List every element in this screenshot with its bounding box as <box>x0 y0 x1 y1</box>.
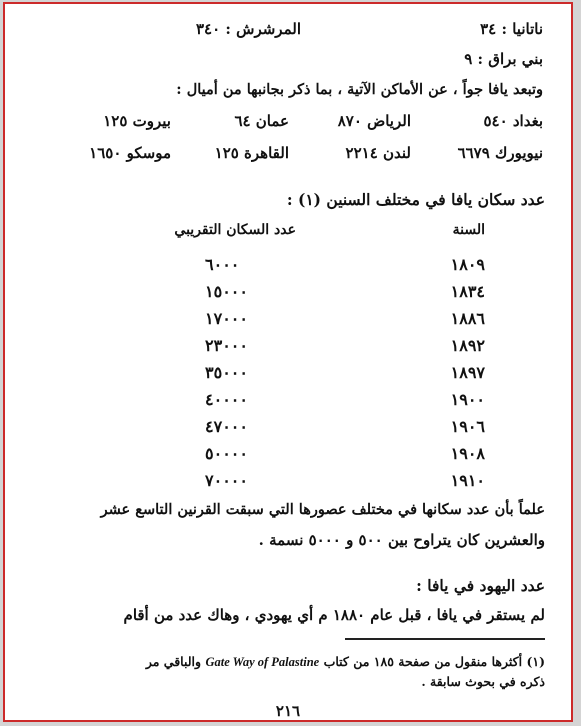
footnote-rule <box>345 638 545 640</box>
footnote-line-2: ذكره في بحوث سابقة . <box>421 674 545 689</box>
distance-baghdad: بغداد ٥٤٠ <box>483 112 543 130</box>
jews-heading: عدد اليهود في يافا : <box>416 576 545 595</box>
document-page <box>3 2 573 722</box>
distance-intro: وتبعد يافا جواً ، عن الأماكن الآتية ، بما ذكر بجانبها من أميال : <box>176 81 543 98</box>
footnote-line-1 <box>45 654 545 670</box>
distance-newyork: نيويورك ٦٦٧٩ <box>457 144 543 162</box>
bnei-brak-text: بني براق : ٩ <box>464 50 543 68</box>
table-row-population: ٦٠٠٠ <box>205 255 240 274</box>
footnote-text-post: والباقي مر <box>145 654 202 669</box>
column-header-year: السنة <box>452 222 485 238</box>
jews-line-1: لم يستقر في يافا ، قبل عام ١٨٨٠ م أي يهودي ، وهاك عدد من أقام <box>123 606 545 624</box>
table-row-year: ١٨٣٤ <box>450 282 485 301</box>
table-row-year: ١٨٠٩ <box>450 255 485 274</box>
netanya-text: ناتانيا : ٣٤ <box>480 20 543 38</box>
distance-riyadh: الرياض ٨٧٠ <box>337 112 411 130</box>
table-row-population: ٣٥٠٠٠ <box>205 363 248 382</box>
distance-cairo: القاهرة ١٢٥ <box>214 144 289 162</box>
table-row-year: ١٩٠٨ <box>450 444 485 463</box>
population-note-line-2: والعشرين كان يتراوح بين ٥٠٠ و ٥٠٠٠ نسمة . <box>258 531 545 549</box>
table-row-year: ١٨٩٧ <box>450 363 485 382</box>
footnote-book-title: Gate Way of Palastine <box>205 655 320 669</box>
page-number: ٢١٦ <box>275 702 301 720</box>
population-heading: عدد سكان يافا في مختلف السنين (١) : <box>286 190 545 209</box>
table-row-population: ٤٧٠٠٠ <box>205 417 248 436</box>
table-row-population: ٢٣٠٠٠ <box>205 336 248 355</box>
table-row-year: ١٩٠٠ <box>450 390 485 409</box>
table-row-year: ١٩١٠ <box>450 471 485 490</box>
table-row-year: ١٨٨٦ <box>450 309 485 328</box>
distance-london: لندن ٢٢١٤ <box>345 144 411 162</box>
distance-moscow: موسكو ١٦٥٠ <box>89 144 171 162</box>
table-row-population: ٤٠٠٠٠ <box>205 390 248 409</box>
population-note-line-1: علماً بأن عدد سكانها في مختلف عصورها التي سبقت القرنين التاسع عشر <box>100 501 545 518</box>
murshirsh-text: المرشرش : ٣٤٠ <box>196 20 301 38</box>
table-row-population: ٧٠٠٠٠ <box>205 471 248 490</box>
table-row-population: ٥٠٠٠٠ <box>205 444 248 463</box>
table-row-population: ١٥٠٠٠ <box>205 282 248 301</box>
column-header-population: عدد السكان التقريبي <box>174 222 296 238</box>
distance-beirut: بيروت ١٢٥ <box>103 112 171 130</box>
table-row-year: ١٨٩٢ <box>450 336 485 355</box>
table-row-population: ١٧٠٠٠ <box>205 309 248 328</box>
footnote-text-pre: (١) أكثرها منقول من صفحة ١٨٥ من كتاب <box>323 654 545 669</box>
table-row-year: ١٩٠٦ <box>450 417 485 436</box>
distance-amman: عمان ٦٤ <box>234 112 289 130</box>
